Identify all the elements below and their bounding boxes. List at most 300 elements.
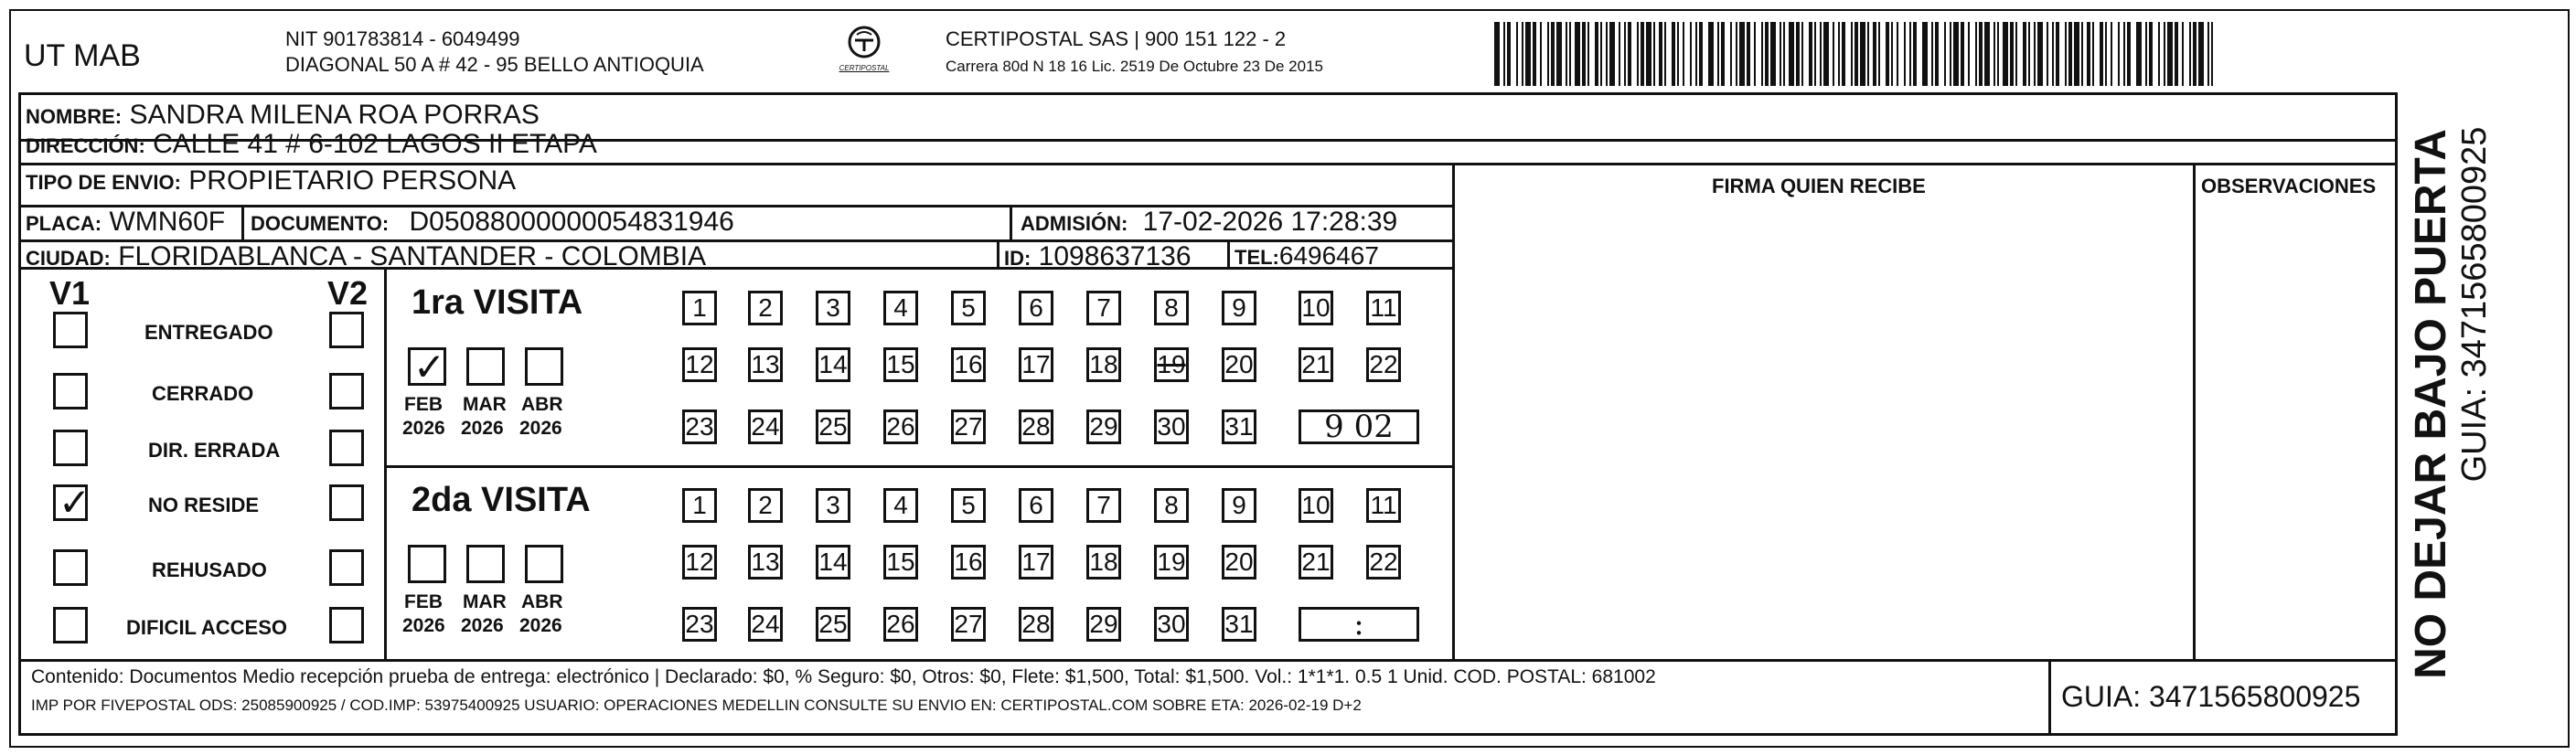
month-checkbox[interactable] xyxy=(466,545,505,583)
month-label: ABR xyxy=(521,394,563,415)
month-year: 2026 xyxy=(402,418,445,439)
barcode-bar xyxy=(2081,22,2083,86)
day-box[interactable] xyxy=(1086,545,1121,580)
day-box[interactable] xyxy=(1366,488,1401,523)
v1-checkbox[interactable] xyxy=(53,373,88,409)
day-box[interactable] xyxy=(682,409,717,444)
barcode-bar xyxy=(1809,22,1812,86)
visit-title: 2da VISITA xyxy=(412,481,591,519)
barcode-bar xyxy=(1909,22,1911,86)
barcode-bar xyxy=(1600,22,1602,86)
barcode-bar xyxy=(1503,22,1505,86)
day-box[interactable] xyxy=(1154,488,1189,523)
day-box[interactable] xyxy=(1222,607,1256,642)
ciudad-value: FLORIDABLANCA - SANTANDER - COLOMBIA xyxy=(118,241,707,271)
day-number: 18 xyxy=(1089,548,1118,576)
barcode-bar xyxy=(1619,22,1620,86)
day-number: 7 xyxy=(1096,491,1111,519)
ciudad-label: CIUDAD: xyxy=(26,247,111,270)
day-number: 6 xyxy=(1029,491,1043,519)
day-box[interactable] xyxy=(682,488,717,523)
barcode-bar xyxy=(1566,22,1567,86)
vertical-guia: GUIA: 3471565800925 xyxy=(2455,126,2494,483)
month-checkbox[interactable] xyxy=(408,545,446,583)
day-box[interactable] xyxy=(748,545,783,580)
day-number: 28 xyxy=(1021,610,1051,638)
day-box[interactable] xyxy=(1299,291,1333,325)
month-checkbox[interactable] xyxy=(525,347,563,386)
barcode-bar xyxy=(1739,22,1745,86)
barcode-bar xyxy=(1984,22,1990,86)
barcode-bar xyxy=(2198,22,2204,86)
month-check-mark: ✓ xyxy=(413,345,446,389)
barcode-bar xyxy=(2105,22,2107,86)
day-box[interactable] xyxy=(951,545,986,580)
barcode-bar xyxy=(2189,22,2191,86)
barcode-bar xyxy=(2149,22,2153,86)
day-number: 27 xyxy=(954,412,983,441)
day-box[interactable] xyxy=(1019,488,1053,523)
barcode-bar xyxy=(1624,22,1626,86)
barcode-bar xyxy=(1860,22,1865,86)
barcode-bar xyxy=(1944,22,1946,86)
day-number: 24 xyxy=(751,610,780,638)
day-number: 10 xyxy=(1301,293,1331,322)
day-box[interactable] xyxy=(816,607,850,642)
barcode-bar xyxy=(2167,22,2173,86)
barcode-bar xyxy=(1708,22,1714,86)
month-year: 2026 xyxy=(519,418,562,439)
status-label: CERRADO xyxy=(152,382,254,405)
status-label: REHUSADO xyxy=(152,558,267,581)
barcode-bar xyxy=(1796,22,1800,86)
status-label: ENTREGADO xyxy=(144,321,273,344)
barcode-bar xyxy=(2028,22,2030,86)
barcode-bar xyxy=(1628,22,1631,86)
documento-value: D05088000000054831946 xyxy=(409,207,734,237)
barcode-bar xyxy=(1637,22,1639,86)
day-number: 6 xyxy=(1029,293,1043,322)
nombre-value: SANDRA MILENA ROA PORRAS xyxy=(129,100,540,130)
v2-checkbox[interactable] xyxy=(329,549,364,586)
barcode-bar xyxy=(2065,22,2067,86)
admision-label: ADMISIÓN: xyxy=(1021,212,1128,235)
time-box[interactable] xyxy=(1299,409,1419,444)
nit-text: NIT 901783814 - 6049499 xyxy=(285,27,520,50)
day-number: 21 xyxy=(1301,548,1331,576)
documento-label: DOCUMENTO: xyxy=(251,212,390,235)
barcode-bar xyxy=(2052,22,2054,86)
day-number: 12 xyxy=(685,548,714,576)
barcode-bar xyxy=(1677,22,1679,86)
barcode-bar xyxy=(2010,22,2014,86)
day-number: 16 xyxy=(954,548,983,576)
day-number: 8 xyxy=(1164,293,1179,322)
day-box[interactable] xyxy=(816,409,850,444)
day-number: 22 xyxy=(1369,548,1398,576)
barcode-bar xyxy=(1653,22,1655,86)
certipostal-license: Carrera 80d N 18 16 Lic. 2519 De Octubre 23 De 2015 xyxy=(946,58,1323,75)
day-box[interactable] xyxy=(1086,488,1121,523)
v1-checkbox[interactable] xyxy=(53,312,88,348)
day-box[interactable] xyxy=(816,291,850,325)
day-number: 13 xyxy=(751,350,780,378)
barcode-bar xyxy=(2193,22,2197,86)
time-value: 9 02 xyxy=(1324,409,1394,445)
barcode-bar xyxy=(1765,22,1769,86)
time-box[interactable] xyxy=(1299,607,1419,642)
direccion-label: DIRECCIÓN: xyxy=(26,134,145,157)
month-label: FEB xyxy=(404,591,443,612)
day-number: 16 xyxy=(954,350,983,378)
day-box[interactable] xyxy=(1154,607,1189,642)
month-checkbox[interactable] xyxy=(466,347,505,386)
day-number: 29 xyxy=(1089,412,1118,441)
no-dejar-bajo-puerta: NO DEJAR BAJO PUERTA xyxy=(2407,129,2455,679)
month-year: 2026 xyxy=(519,615,562,636)
day-box[interactable] xyxy=(1154,291,1189,325)
barcode-bar xyxy=(1507,22,1511,86)
barcode-bar xyxy=(1664,22,1666,86)
barcode-bar xyxy=(1699,22,1703,86)
barcode-bar xyxy=(1516,22,1518,86)
day-number: 27 xyxy=(954,610,983,638)
day-number: 19 xyxy=(1157,350,1186,378)
day-box[interactable] xyxy=(1019,409,1053,444)
v1-header: V1 xyxy=(49,274,91,312)
barcode-bar xyxy=(1993,22,1995,86)
barcode-bar xyxy=(1931,22,1933,86)
barcode-bar xyxy=(1672,22,1675,86)
day-number: 28 xyxy=(1021,412,1051,441)
day-box[interactable] xyxy=(883,607,918,642)
barcode-bar xyxy=(1646,22,1651,86)
barcode-bar xyxy=(1606,22,1608,86)
barcode-bar xyxy=(2037,22,2043,86)
barcode-bar xyxy=(1878,22,1880,86)
day-box[interactable] xyxy=(1366,545,1401,580)
status-label: NO RESIDE xyxy=(148,494,260,516)
status-label: DIR. ERRADA xyxy=(148,439,281,462)
v2-checkbox[interactable] xyxy=(329,607,364,643)
day-box[interactable] xyxy=(1086,291,1121,325)
barcode-bar xyxy=(1838,22,1840,86)
day-box[interactable] xyxy=(883,291,918,325)
day-box[interactable] xyxy=(1019,545,1053,580)
month-year: 2026 xyxy=(402,615,445,636)
day-number: 20 xyxy=(1224,548,1254,576)
barcode-bar xyxy=(1935,22,1939,86)
month-label: MAR xyxy=(463,591,507,612)
day-box[interactable] xyxy=(951,347,986,382)
day-box[interactable] xyxy=(1299,545,1333,580)
barcode-bar xyxy=(1533,22,1536,86)
barcode-bar xyxy=(2158,22,2160,86)
barcode-bar xyxy=(1801,22,1803,86)
barcode-bar xyxy=(1897,22,1898,86)
day-number: 8 xyxy=(1164,491,1179,519)
status-label: DIFICIL ACCESO xyxy=(126,616,288,639)
barcode-bar xyxy=(2175,22,2178,86)
barcode-bar xyxy=(1761,22,1763,86)
barcode-bar xyxy=(1595,22,1598,86)
barcode-bar xyxy=(1968,22,1970,86)
nombre-label: NOMBRE: xyxy=(26,105,123,128)
day-box[interactable] xyxy=(1299,347,1333,382)
day-number: 4 xyxy=(893,491,908,519)
barcode-bar xyxy=(1695,22,1697,86)
day-box[interactable] xyxy=(951,607,986,642)
day-number: 1 xyxy=(692,491,707,519)
day-number: 9 xyxy=(1232,293,1246,322)
day-number: 15 xyxy=(886,350,915,378)
barcode-bar xyxy=(1582,22,1586,86)
day-box[interactable] xyxy=(682,291,717,325)
barcode-bar xyxy=(1950,22,1951,86)
barcode-bar xyxy=(1690,22,1692,86)
day-number: 9 xyxy=(1232,491,1246,519)
day-number: 23 xyxy=(685,610,714,638)
day-box[interactable] xyxy=(816,488,850,523)
month-label: MAR xyxy=(463,394,507,415)
day-box[interactable] xyxy=(883,347,918,382)
barcode-bar xyxy=(2118,22,2120,86)
v2-header: V2 xyxy=(327,274,369,312)
day-number: 29 xyxy=(1089,610,1118,638)
barcode-bar xyxy=(1754,22,1756,86)
barcode-bar xyxy=(1913,22,1917,86)
barcode-bar xyxy=(1823,22,1829,86)
barcode-bar xyxy=(1833,22,1834,86)
barcode-bar xyxy=(1683,22,1684,86)
v1-checkbox[interactable] xyxy=(53,430,88,466)
barcode-bar xyxy=(2123,22,2125,86)
certipostal-name: CERTIPOSTAL SAS | 900 151 122 - 2 xyxy=(946,27,1287,50)
day-number: 11 xyxy=(1370,491,1397,519)
observaciones-header: OBSERVACIONES xyxy=(2201,175,2377,197)
day-box[interactable] xyxy=(748,291,783,325)
day-number: 2 xyxy=(758,491,773,519)
day-number: 17 xyxy=(1021,548,1051,576)
day-box[interactable] xyxy=(1366,347,1401,382)
tel-value: 6496467 xyxy=(1278,241,1379,270)
barcode-bar xyxy=(1922,22,1928,86)
day-number: 5 xyxy=(961,491,976,519)
day-number: 13 xyxy=(751,548,780,576)
day-number: 7 xyxy=(1096,293,1111,322)
day-number: 15 xyxy=(886,548,915,576)
day-box[interactable] xyxy=(883,545,918,580)
barcode-bar xyxy=(2111,22,2112,86)
day-box[interactable] xyxy=(1222,488,1256,523)
day-number: 20 xyxy=(1224,350,1254,378)
day-number: 4 xyxy=(893,293,908,322)
month-label: ABR xyxy=(521,591,563,612)
barcode-bar xyxy=(2015,22,2017,86)
v2-checkbox[interactable] xyxy=(329,484,364,521)
v2-checkbox[interactable] xyxy=(329,373,364,409)
barcode-bar xyxy=(1904,22,1906,86)
barcode-bar xyxy=(1547,22,1549,86)
barcode-bar xyxy=(2074,22,2079,86)
barcode-bar xyxy=(1575,22,1580,86)
barcode-bar xyxy=(1556,22,1562,86)
day-number: 10 xyxy=(1301,491,1331,519)
barcode-bar xyxy=(1867,22,1869,86)
day-number: 21 xyxy=(1301,350,1331,378)
barcode-bar xyxy=(1851,22,1853,86)
firma-header: FIRMA QUIEN RECIBE xyxy=(1712,175,1926,197)
day-box[interactable] xyxy=(1222,291,1256,325)
barcode-bar xyxy=(1789,22,1794,86)
barcode-bar xyxy=(1886,22,1889,86)
day-number: 19 xyxy=(1157,548,1186,576)
barcode-bar xyxy=(1525,22,1531,86)
day-number: 23 xyxy=(685,412,714,441)
v1-checkbox[interactable] xyxy=(53,549,88,586)
company-name: UT MAB xyxy=(24,38,141,73)
barcode-bar xyxy=(2182,22,2184,86)
day-number: 26 xyxy=(886,610,915,638)
barcode-bar xyxy=(1551,22,1555,86)
tipo-envio-value: PROPIETARIO PERSONA xyxy=(188,165,517,196)
day-number: 18 xyxy=(1089,350,1118,378)
day-box[interactable] xyxy=(1154,347,1189,382)
company-address: DIAGONAL 50 A # 42 - 95 BELLO ANTIOQUIA xyxy=(285,53,704,76)
day-box[interactable] xyxy=(748,409,783,444)
day-box[interactable] xyxy=(682,607,717,642)
barcode-bar xyxy=(2092,22,2094,86)
barcode-bar xyxy=(1953,22,1959,86)
placa-label: PLACA: xyxy=(26,212,102,235)
barcode-bar xyxy=(2211,22,2213,86)
tel-label: TEL: xyxy=(1235,246,1279,269)
day-box[interactable] xyxy=(1019,607,1053,642)
v1-check-mark: ✓ xyxy=(59,480,91,525)
day-number: 25 xyxy=(818,412,848,441)
month-checkbox[interactable] xyxy=(408,345,446,389)
barcode-bar xyxy=(2003,22,2008,86)
day-box[interactable] xyxy=(1154,545,1189,580)
v2-checkbox[interactable] xyxy=(329,312,364,348)
month-year: 2026 xyxy=(461,418,504,439)
day-number: 30 xyxy=(1157,412,1186,441)
day-number: 12 xyxy=(685,350,714,378)
barcode-bar xyxy=(1975,22,1977,86)
barcode-bar xyxy=(2068,22,2072,86)
day-number: 2 xyxy=(758,293,773,322)
certipostal-logo-icon xyxy=(844,24,884,60)
barcode-bar xyxy=(1814,22,1816,86)
v1-checkbox[interactable] xyxy=(53,607,88,643)
day-box[interactable] xyxy=(883,488,918,523)
barcode-bar xyxy=(2164,22,2165,86)
day-box[interactable] xyxy=(1154,409,1189,444)
day-number: 22 xyxy=(1369,350,1398,378)
day-box[interactable] xyxy=(1086,347,1121,382)
day-box[interactable] xyxy=(1086,607,1121,642)
day-box[interactable] xyxy=(1222,545,1256,580)
barcode-bar xyxy=(2047,22,2048,86)
day-box[interactable] xyxy=(951,488,986,523)
barcode-bar xyxy=(1961,22,1964,86)
barcode-bar xyxy=(1747,22,1750,86)
day-box[interactable] xyxy=(816,545,850,580)
day-number: 3 xyxy=(826,491,840,519)
day-box[interactable] xyxy=(1019,291,1053,325)
barcode-bar xyxy=(2087,22,2090,86)
day-box[interactable] xyxy=(1086,409,1121,444)
barcode-bar xyxy=(2207,22,2209,86)
footer-line1: Contenido: Documentos Medio recepción prueba de entrega: electrónico | Declarado: $0, % Seguro: $0, Otros: $0, Flete: $1,500, Total: $1,500. Vol.: 1*1*1. 0.5 1 Unid. COD. POSTAL: 681002 xyxy=(31,666,1656,687)
barcode-bar xyxy=(1641,22,1644,86)
barcode-bar xyxy=(1540,22,1542,86)
day-box[interactable] xyxy=(951,409,986,444)
barcode-bar xyxy=(1770,22,1776,86)
day-box[interactable] xyxy=(682,347,717,382)
id-value: 1098637136 xyxy=(1038,241,1192,271)
barcode-bar xyxy=(2056,22,2059,86)
day-number: 3 xyxy=(826,293,840,322)
month-label: FEB xyxy=(404,394,443,415)
day-box[interactable] xyxy=(748,488,783,523)
day-box[interactable] xyxy=(1222,409,1256,444)
barcode-bar xyxy=(1569,22,1571,86)
barcode-bar xyxy=(1522,22,1523,86)
certipostal-logo xyxy=(828,24,901,75)
day-number: 30 xyxy=(1157,610,1186,638)
day-box[interactable] xyxy=(748,607,783,642)
barcode-bar xyxy=(2145,22,2147,86)
admision-value: 17-02-2026 17:28:39 xyxy=(1142,207,1398,237)
barcode-bar xyxy=(1820,22,1822,86)
day-box[interactable] xyxy=(1299,488,1333,523)
day-box[interactable] xyxy=(1019,347,1053,382)
placa-value: WMN60F xyxy=(109,207,226,237)
day-number: 17 xyxy=(1021,350,1051,378)
day-box[interactable] xyxy=(682,545,717,580)
v2-checkbox[interactable] xyxy=(329,430,364,466)
day-number: 26 xyxy=(886,412,915,441)
guia-box: GUIA: 3471565800925 xyxy=(2061,680,2361,713)
day-number: 1 xyxy=(692,293,707,322)
day-box[interactable] xyxy=(1222,347,1256,382)
tipo-envio-label: TIPO DE ENVIO: xyxy=(26,171,181,194)
day-number: 14 xyxy=(818,548,848,576)
certipostal-logo-caption: CERTIPOSTAL xyxy=(839,64,890,72)
day-box[interactable] xyxy=(1366,291,1401,325)
month-checkbox[interactable] xyxy=(525,545,563,583)
time-value: : xyxy=(1353,606,1364,643)
day-box[interactable] xyxy=(816,347,850,382)
barcode-bar xyxy=(1609,22,1615,86)
day-box[interactable] xyxy=(951,291,986,325)
barcode-bar xyxy=(1494,22,1500,86)
visit-title: 1ra VISITA xyxy=(412,283,583,322)
barcode-bar xyxy=(1659,22,1662,86)
day-box[interactable] xyxy=(748,347,783,382)
barcode-bar xyxy=(1730,22,1732,86)
barcode-bar xyxy=(1979,22,1983,86)
barcode-bar xyxy=(1873,22,1876,86)
direccion-value: CALLE 41 # 6-102 LAGOS II ETAPA xyxy=(153,129,597,159)
v1-checkbox[interactable] xyxy=(53,480,91,525)
day-number: 14 xyxy=(818,350,848,378)
day-box[interactable] xyxy=(883,409,918,444)
barcode-bar xyxy=(1855,22,1858,86)
day-number: 11 xyxy=(1370,293,1397,322)
barcode-bar xyxy=(1783,22,1785,86)
